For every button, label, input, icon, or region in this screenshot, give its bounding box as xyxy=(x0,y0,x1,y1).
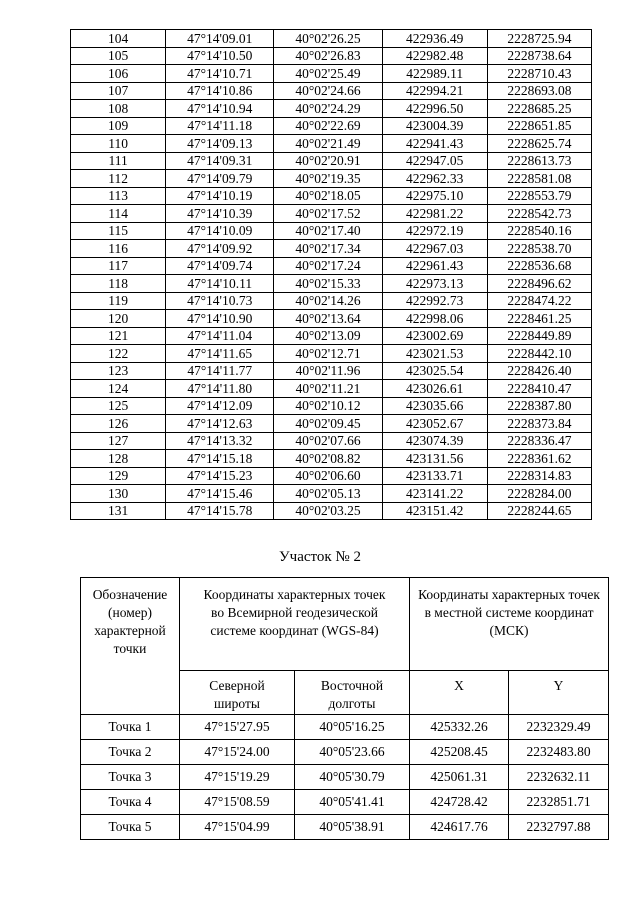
cell-y-value: 2228613.73 xyxy=(487,152,591,170)
cell-x-value: 423004.39 xyxy=(382,117,487,135)
header-east-longitude: Восточной долготы xyxy=(295,671,410,715)
coordinates-table-body xyxy=(71,30,592,520)
header-wgs84-coordinates: Координаты характерных точек во Всемирной геодезической системе координат (WGS-84) xyxy=(180,578,410,671)
table-row xyxy=(71,327,592,345)
cell-y-value: 2228244.65 xyxy=(487,502,591,520)
cell-longitude: 40°02'10.12 xyxy=(274,397,382,415)
cell-point-number: 126 xyxy=(71,415,166,433)
cell-latitude: 47°15'08.59 xyxy=(180,790,295,815)
cell-latitude: 47°14'10.90 xyxy=(166,310,274,328)
cell-latitude: 47°14'10.50 xyxy=(166,47,274,65)
cell-latitude: 47°14'10.19 xyxy=(166,187,274,205)
cell-point-number: 130 xyxy=(71,485,166,503)
table-row xyxy=(71,82,592,100)
cell-latitude: 47°14'11.65 xyxy=(166,345,274,363)
cell-y-value: 2228496.62 xyxy=(487,275,591,293)
cell-point-number: 110 xyxy=(71,135,166,153)
header-y: Y xyxy=(509,671,609,715)
cell-point-number: 114 xyxy=(71,205,166,223)
cell-latitude: 47°14'15.23 xyxy=(166,467,274,485)
cell-latitude: 47°14'11.18 xyxy=(166,117,274,135)
cell-y-value: 2228540.16 xyxy=(487,222,591,240)
table-row xyxy=(71,275,592,293)
header-x: X xyxy=(410,671,509,715)
cell-y-value: 2228651.85 xyxy=(487,117,591,135)
cell-x-value: 424728.42 xyxy=(410,790,509,815)
cell-longitude: 40°02'18.05 xyxy=(274,187,382,205)
cell-longitude: 40°05'16.25 xyxy=(295,715,410,740)
table-row xyxy=(71,397,592,415)
cell-x-value: 423025.54 xyxy=(382,362,487,380)
cell-latitude: 47°15'27.95 xyxy=(180,715,295,740)
cell-point-number: 109 xyxy=(71,117,166,135)
cell-longitude: 40°02'08.82 xyxy=(274,450,382,468)
cell-x-value: 424617.76 xyxy=(410,815,509,840)
cell-x-value: 422996.50 xyxy=(382,100,487,118)
cell-y-value: 2228361.62 xyxy=(487,450,591,468)
cell-point-number: 112 xyxy=(71,170,166,188)
cell-point-number: 120 xyxy=(71,310,166,328)
cell-latitude: 47°15'04.99 xyxy=(180,815,295,840)
cell-point-number: Точка 1 xyxy=(81,715,180,740)
cell-longitude: 40°05'38.91 xyxy=(295,815,410,840)
cell-longitude: 40°02'17.24 xyxy=(274,257,382,275)
cell-longitude: 40°02'17.40 xyxy=(274,222,382,240)
cell-latitude: 47°14'09.31 xyxy=(166,152,274,170)
cell-point-number: Точка 4 xyxy=(81,790,180,815)
cell-x-value: 422962.33 xyxy=(382,170,487,188)
table-row xyxy=(71,152,592,170)
table-row xyxy=(71,362,592,380)
cell-latitude: 47°14'11.80 xyxy=(166,380,274,398)
cell-x-value: 425061.31 xyxy=(410,765,509,790)
cell-y-value: 2228693.08 xyxy=(487,82,591,100)
table-row xyxy=(71,450,592,468)
cell-longitude: 40°02'22.69 xyxy=(274,117,382,135)
cell-y-value: 2228625.74 xyxy=(487,135,591,153)
cell-x-value: 422998.06 xyxy=(382,310,487,328)
cell-point-number: 105 xyxy=(71,47,166,65)
cell-latitude: 47°14'11.77 xyxy=(166,362,274,380)
table-row xyxy=(71,415,592,433)
cell-y-value: 2228387.80 xyxy=(487,397,591,415)
table-row xyxy=(71,380,592,398)
cell-latitude: 47°14'10.73 xyxy=(166,292,274,310)
cell-y-value: 2228426.40 xyxy=(487,362,591,380)
cell-longitude: 40°02'21.49 xyxy=(274,135,382,153)
cell-point-number: Точка 2 xyxy=(81,740,180,765)
cell-latitude: 47°15'19.29 xyxy=(180,765,295,790)
header-point-designation: Обозначение (номер) характерной точки xyxy=(81,578,180,715)
cell-longitude: 40°02'15.33 xyxy=(274,275,382,293)
cell-x-value: 423002.69 xyxy=(382,327,487,345)
plot-2-table-body xyxy=(81,715,609,840)
cell-latitude: 47°14'10.11 xyxy=(166,275,274,293)
table-row xyxy=(71,65,592,83)
cell-longitude: 40°02'20.91 xyxy=(274,152,382,170)
cell-x-value: 423035.66 xyxy=(382,397,487,415)
cell-point-number: Точка 3 xyxy=(81,765,180,790)
cell-x-value: 423074.39 xyxy=(382,432,487,450)
section-title: Участок № 2 xyxy=(279,549,361,565)
cell-y-value: 2228410.47 xyxy=(487,380,591,398)
cell-point-number: 121 xyxy=(71,327,166,345)
cell-latitude: 47°14'10.09 xyxy=(166,222,274,240)
cell-x-value: 422975.10 xyxy=(382,187,487,205)
cell-latitude: 47°14'15.46 xyxy=(166,485,274,503)
header-north-latitude: Северной широты xyxy=(180,671,295,715)
table-row xyxy=(71,485,592,503)
cell-latitude: 47°14'10.94 xyxy=(166,100,274,118)
cell-x-value: 423133.71 xyxy=(382,467,487,485)
cell-longitude: 40°02'13.64 xyxy=(274,310,382,328)
cell-x-value: 422961.43 xyxy=(382,257,487,275)
cell-longitude: 40°05'23.66 xyxy=(295,740,410,765)
cell-x-value: 423141.22 xyxy=(382,485,487,503)
cell-y-value: 2228474.22 xyxy=(487,292,591,310)
cell-point-number: 122 xyxy=(71,345,166,363)
table-row xyxy=(71,187,592,205)
cell-longitude: 40°02'06.60 xyxy=(274,467,382,485)
cell-y-value: 2228542.73 xyxy=(487,205,591,223)
cell-y-value: 2232632.11 xyxy=(509,765,609,790)
table-row xyxy=(81,740,609,765)
cell-x-value: 423021.53 xyxy=(382,345,487,363)
cell-longitude: 40°02'13.09 xyxy=(274,327,382,345)
cell-point-number: 127 xyxy=(71,432,166,450)
cell-y-value: 2228336.47 xyxy=(487,432,591,450)
cell-x-value: 422967.03 xyxy=(382,240,487,258)
table-row xyxy=(71,292,592,310)
cell-y-value: 2228461.25 xyxy=(487,310,591,328)
cell-longitude: 40°02'11.96 xyxy=(274,362,382,380)
table-row xyxy=(81,815,609,840)
cell-x-value: 423151.42 xyxy=(382,502,487,520)
cell-latitude: 47°14'09.01 xyxy=(166,30,274,48)
cell-x-value: 422936.49 xyxy=(382,30,487,48)
cell-point-number: 115 xyxy=(71,222,166,240)
cell-y-value: 2228373.84 xyxy=(487,415,591,433)
cell-point-number: 113 xyxy=(71,187,166,205)
cell-point-number: 106 xyxy=(71,65,166,83)
cell-longitude: 40°02'05.13 xyxy=(274,485,382,503)
cell-longitude: 40°02'26.83 xyxy=(274,47,382,65)
cell-latitude: 47°14'10.71 xyxy=(166,65,274,83)
cell-y-value: 2228553.79 xyxy=(487,187,591,205)
table-row xyxy=(71,467,592,485)
cell-longitude: 40°02'17.52 xyxy=(274,205,382,223)
cell-y-value: 2228685.25 xyxy=(487,100,591,118)
cell-latitude: 47°14'09.92 xyxy=(166,240,274,258)
cell-y-value: 2228710.43 xyxy=(487,65,591,83)
plot-2-coordinates-table xyxy=(80,577,609,840)
table-row xyxy=(71,310,592,328)
cell-x-value: 423052.67 xyxy=(382,415,487,433)
cell-y-value: 2228442.10 xyxy=(487,345,591,363)
cell-longitude: 40°02'12.71 xyxy=(274,345,382,363)
table-row xyxy=(71,47,592,65)
coordinates-table-continued xyxy=(70,29,592,520)
cell-longitude: 40°02'25.49 xyxy=(274,65,382,83)
cell-point-number: 108 xyxy=(71,100,166,118)
cell-longitude: 40°05'30.79 xyxy=(295,765,410,790)
cell-x-value: 423131.56 xyxy=(382,450,487,468)
table-row xyxy=(71,502,592,520)
cell-latitude: 47°14'13.32 xyxy=(166,432,274,450)
cell-y-value: 2228536.68 xyxy=(487,257,591,275)
cell-y-value: 2232851.71 xyxy=(509,790,609,815)
table-row xyxy=(81,765,609,790)
cell-point-number: 104 xyxy=(71,30,166,48)
cell-longitude: 40°02'07.66 xyxy=(274,432,382,450)
cell-y-value: 2228449.89 xyxy=(487,327,591,345)
table-row xyxy=(71,240,592,258)
cell-y-value: 2228581.08 xyxy=(487,170,591,188)
cell-latitude: 47°14'15.78 xyxy=(166,502,274,520)
cell-longitude: 40°02'09.45 xyxy=(274,415,382,433)
header-msk-coordinates: Координаты характерных точек в местной системе координат (МСК) xyxy=(410,578,609,671)
cell-longitude: 40°02'11.21 xyxy=(274,380,382,398)
cell-x-value: 422981.22 xyxy=(382,205,487,223)
table-row xyxy=(71,100,592,118)
cell-point-number: 131 xyxy=(71,502,166,520)
cell-latitude: 47°14'12.63 xyxy=(166,415,274,433)
cell-y-value: 2228538.70 xyxy=(487,240,591,258)
cell-x-value: 422982.48 xyxy=(382,47,487,65)
cell-y-value: 2232797.88 xyxy=(509,815,609,840)
cell-longitude: 40°05'41.41 xyxy=(295,790,410,815)
cell-latitude: 47°14'15.18 xyxy=(166,450,274,468)
cell-x-value: 422994.21 xyxy=(382,82,487,100)
table-row xyxy=(71,432,592,450)
cell-point-number: 107 xyxy=(71,82,166,100)
cell-longitude: 40°02'03.25 xyxy=(274,502,382,520)
cell-point-number: 125 xyxy=(71,397,166,415)
cell-latitude: 47°14'09.79 xyxy=(166,170,274,188)
cell-y-value: 2232483.80 xyxy=(509,740,609,765)
table-row xyxy=(71,170,592,188)
cell-x-value: 422989.11 xyxy=(382,65,487,83)
cell-y-value: 2228314.83 xyxy=(487,467,591,485)
table-row xyxy=(71,117,592,135)
cell-x-value: 422992.73 xyxy=(382,292,487,310)
cell-x-value: 422941.43 xyxy=(382,135,487,153)
cell-point-number: 124 xyxy=(71,380,166,398)
table-row xyxy=(71,222,592,240)
cell-point-number: 129 xyxy=(71,467,166,485)
cell-point-number: 111 xyxy=(71,152,166,170)
cell-latitude: 47°14'11.04 xyxy=(166,327,274,345)
cell-x-value: 425208.45 xyxy=(410,740,509,765)
table-row xyxy=(71,135,592,153)
cell-longitude: 40°02'24.29 xyxy=(274,100,382,118)
cell-y-value: 2228738.64 xyxy=(487,47,591,65)
cell-y-value: 2228725.94 xyxy=(487,30,591,48)
cell-x-value: 422947.05 xyxy=(382,152,487,170)
table-row xyxy=(81,715,609,740)
table-row xyxy=(71,257,592,275)
cell-latitude: 47°14'10.39 xyxy=(166,205,274,223)
cell-x-value: 422973.13 xyxy=(382,275,487,293)
cell-latitude: 47°15'24.00 xyxy=(180,740,295,765)
cell-point-number: 128 xyxy=(71,450,166,468)
cell-point-number: 116 xyxy=(71,240,166,258)
cell-longitude: 40°02'26.25 xyxy=(274,30,382,48)
cell-x-value: 423026.61 xyxy=(382,380,487,398)
cell-point-number: Точка 5 xyxy=(81,815,180,840)
cell-y-value: 2232329.49 xyxy=(509,715,609,740)
cell-point-number: 118 xyxy=(71,275,166,293)
table-row xyxy=(71,30,592,48)
cell-point-number: 117 xyxy=(71,257,166,275)
cell-y-value: 2228284.00 xyxy=(487,485,591,503)
cell-longitude: 40°02'24.66 xyxy=(274,82,382,100)
cell-longitude: 40°02'14.26 xyxy=(274,292,382,310)
cell-latitude: 47°14'10.86 xyxy=(166,82,274,100)
cell-longitude: 40°02'17.34 xyxy=(274,240,382,258)
cell-latitude: 47°14'09.13 xyxy=(166,135,274,153)
cell-latitude: 47°14'09.74 xyxy=(166,257,274,275)
table-row xyxy=(71,205,592,223)
cell-point-number: 119 xyxy=(71,292,166,310)
cell-point-number: 123 xyxy=(71,362,166,380)
cell-longitude: 40°02'19.35 xyxy=(274,170,382,188)
table-row xyxy=(71,345,592,363)
cell-x-value: 425332.26 xyxy=(410,715,509,740)
cell-latitude: 47°14'12.09 xyxy=(166,397,274,415)
cell-x-value: 422972.19 xyxy=(382,222,487,240)
table-row xyxy=(81,790,609,815)
